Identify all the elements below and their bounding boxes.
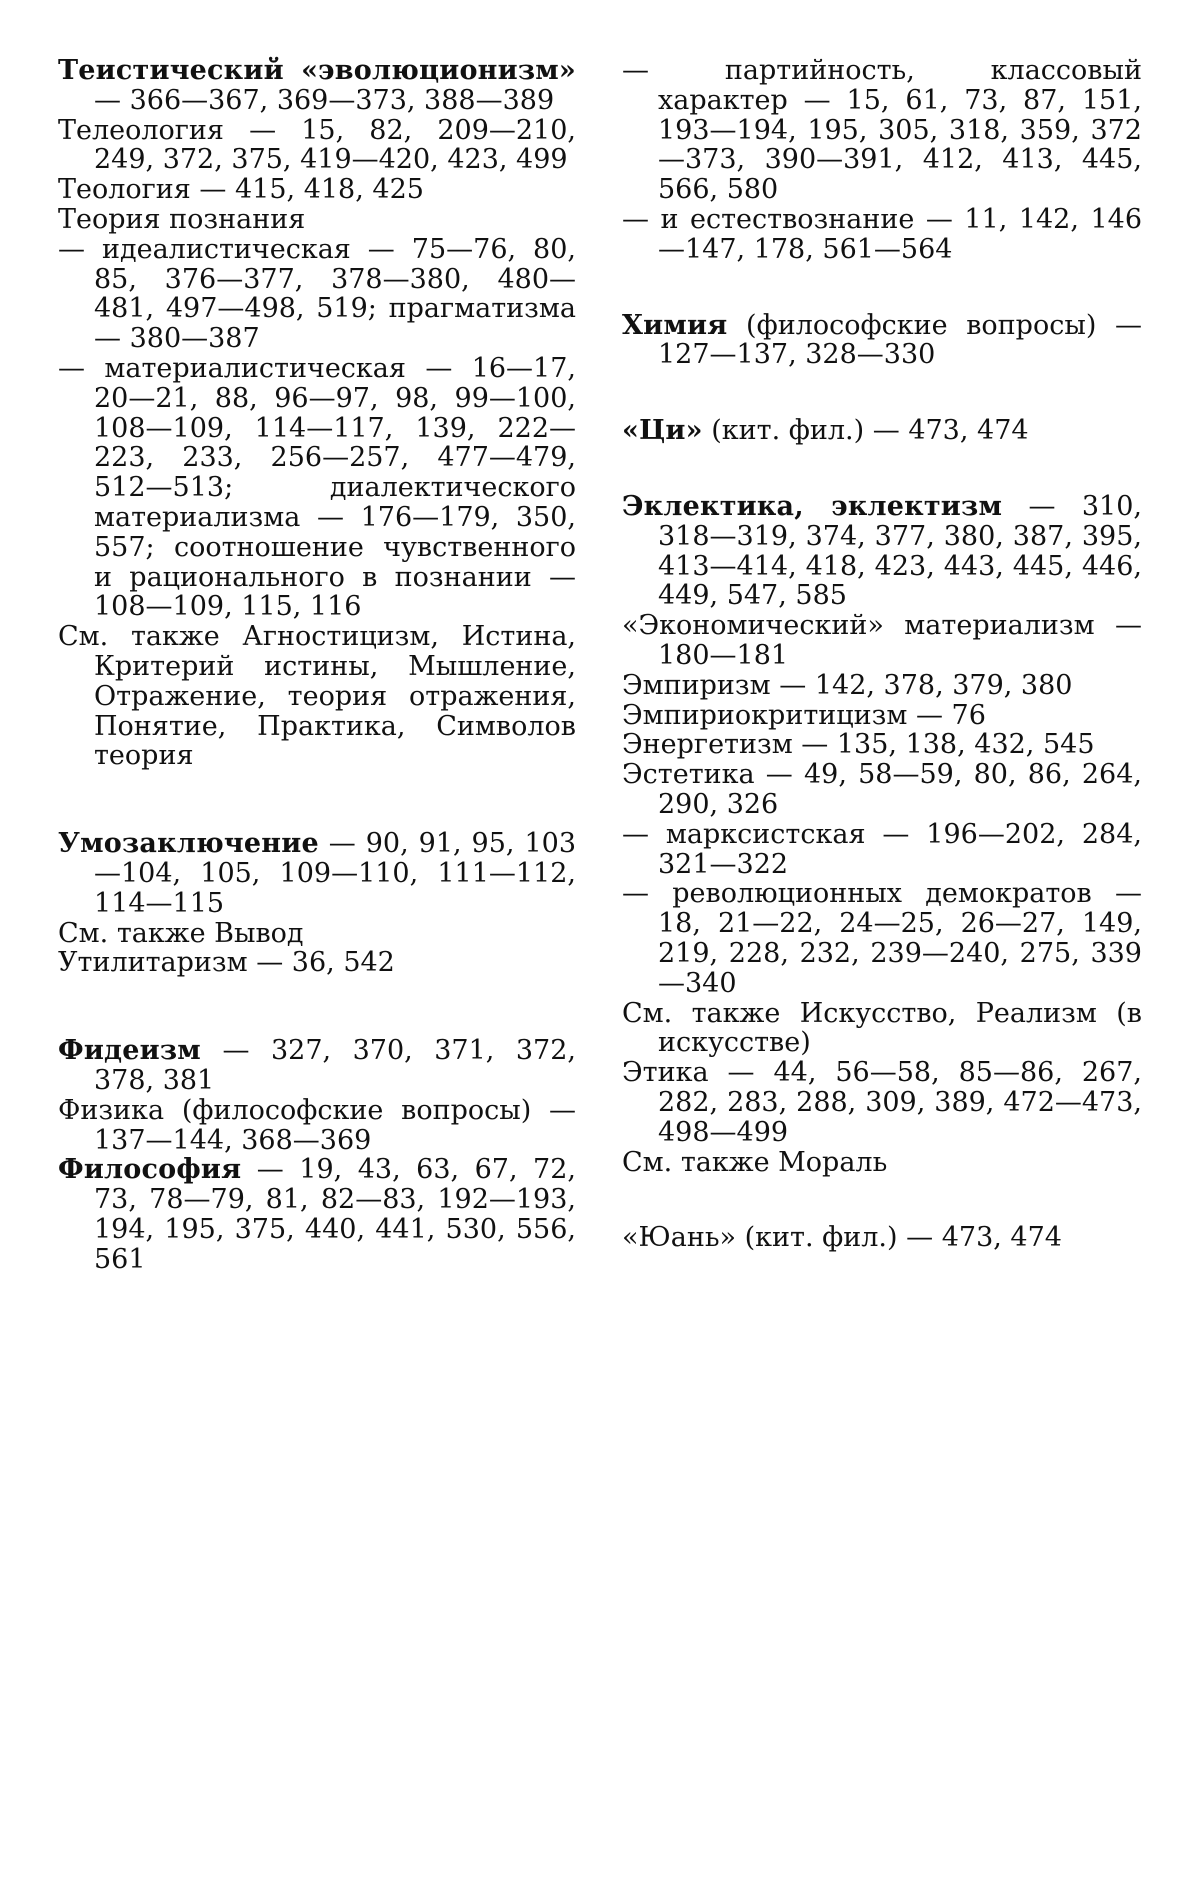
- index-entry: [58, 116, 576, 176]
- index-term: Фидеизм: [58, 1035, 201, 1067]
- index-entry: [58, 1096, 576, 1156]
- index-term: «Ци»: [622, 415, 703, 447]
- section-gap: [622, 446, 1142, 492]
- index-references: — марксистская — 196—202, 284, 321—322: [622, 818, 1142, 880]
- index-entry: [622, 999, 1142, 1059]
- index-references: (кит. фил.) — 473, 474: [736, 1222, 1062, 1254]
- index-entry: [622, 820, 1142, 880]
- index-references: См. также Искусство, Реализм (в искусстве): [622, 997, 1142, 1059]
- index-entry: [622, 205, 1142, 265]
- index-references: — 310, 318—319, 374, 377, 380, 387, 395, 413—414, 418, 423, 443, 445, 446, 449, 547, 585: [658, 490, 1142, 612]
- index-references: — 415, 418, 425: [190, 174, 424, 206]
- index-references: — идеалистическая — 75—76, 80, 85, 376—377, 378—380, 480—481, 497—498, 519; прагматизма — 380—387: [58, 233, 576, 355]
- index-references: — партийность, классовый характер — 15, 61, 73, 87, 151, 193—194, 195, 305, 318, 359, 372—373, 390—391, 412, 413, 445, 566, 580: [622, 55, 1142, 206]
- index-entry: [58, 948, 576, 978]
- index-entry: [58, 354, 576, 622]
- index-references: — 90, 91, 95, 103—104, 105, 109—110, 111—112, 114—115: [94, 828, 576, 919]
- index-entry: [622, 879, 1142, 998]
- index-column-left: [58, 56, 576, 1274]
- index-entry: [58, 56, 576, 116]
- index-entry: [58, 175, 576, 205]
- index-references: — и естествознание — 11, 142, 146—147, 178, 561—564: [622, 203, 1142, 265]
- index-references: — 135, 138, 432, 545: [792, 729, 1095, 761]
- index-term: Утилитаризм: [58, 947, 248, 979]
- index-term: Теория познания: [58, 203, 306, 235]
- index-entry: [58, 829, 576, 918]
- index-entry: [58, 1155, 576, 1274]
- index-term: Химия: [622, 309, 728, 341]
- index-column-right: [622, 56, 1142, 1253]
- index-references: — 36, 542: [247, 947, 395, 979]
- index-references: — 142, 378, 379, 380: [770, 669, 1073, 701]
- index-term: Телеология: [58, 114, 224, 146]
- index-term: «Юань»: [622, 1222, 737, 1254]
- index-entry: [622, 1148, 1142, 1178]
- index-term: Теистический «эволюционизм»: [58, 55, 576, 86]
- index-term: «Экономический» материализм: [622, 610, 1095, 642]
- index-entry: [622, 416, 1142, 446]
- index-references: — 327, 370, 371, 372, 378, 381: [94, 1035, 576, 1096]
- index-references: — 15, 82, 209—210, 249, 372, 375, 419—420, 423, 499: [94, 114, 576, 176]
- index-entry: [58, 205, 576, 235]
- index-references: — 49, 58—59, 80, 86, 264, 290, 326: [658, 759, 1142, 820]
- index-entry: [622, 611, 1142, 671]
- index-entry: [622, 492, 1142, 611]
- index-references: (философские вопросы) — 137—144, 368—369: [94, 1094, 576, 1156]
- index-entry: [622, 1058, 1142, 1147]
- index-entry: [58, 622, 576, 771]
- index-references: — 180—181: [658, 610, 1142, 671]
- index-entry: [622, 1223, 1142, 1253]
- section-gap: [622, 1177, 1142, 1223]
- index-term: Эклектика, эклектизм: [622, 490, 1003, 522]
- index-entry: [622, 56, 1142, 205]
- index-term: Эстетика: [622, 759, 755, 791]
- section-gap: [622, 265, 1142, 311]
- index-references: — материалистическая — 16—17, 20—21, 88, 96—97, 98, 99—100, 108—109, 114—117, 139, 222—223, 233, 256—257, 477—479, 512—513; диалектического материализма — 176—179, 350, 557; соотношение чувственного и рационального в познании — 108—109, 115, 116: [58, 352, 576, 623]
- index-entry: [58, 919, 576, 949]
- index-references: См. также Мораль: [622, 1146, 888, 1178]
- index-references: См. также Агностицизм, Истина, Критерий истины, Мышление, Отражение, теория отражения, Понятие, Практика, Символов теория: [58, 621, 576, 772]
- index-references: — 366—367, 369—373, 388—389: [94, 84, 555, 116]
- index-entry: [622, 671, 1142, 701]
- index-term: Философия: [58, 1154, 242, 1186]
- index-references: См. также Вывод: [58, 917, 304, 949]
- index-term: Эмпиризм: [622, 669, 771, 701]
- index-term: Физика: [58, 1094, 165, 1126]
- index-entry: [58, 1036, 576, 1096]
- index-references: — 76: [907, 699, 986, 731]
- index-entry: [622, 730, 1142, 760]
- index-entry: [58, 235, 576, 354]
- index-term: Умозаключение: [58, 828, 319, 860]
- index-term: Этика: [622, 1057, 709, 1089]
- index-entry: [622, 701, 1142, 731]
- index-references: — революционных демократов — 18, 21—22, 24—25, 26—27, 149, 219, 228, 232, 239—240, 275, 339—340: [622, 878, 1142, 999]
- index-references: — 44, 56—58, 85—86, 267, 282, 283, 288, 309, 389, 472—473, 498—499: [658, 1057, 1142, 1148]
- index-references: (философские вопросы) — 127—137, 328—330: [658, 309, 1142, 371]
- index-entry: [622, 311, 1142, 371]
- index-references: — 19, 43, 63, 67, 72, 73, 78—79, 81, 82—83, 192—193, 194, 195, 375, 440, 441, 530, 556, 561: [94, 1154, 576, 1275]
- index-term: Эмпириокритицизм: [622, 699, 908, 731]
- section-gap: [58, 978, 576, 1036]
- index-term: Теология: [58, 174, 191, 206]
- index-references: (кит. фил.) — 473, 474: [702, 415, 1029, 447]
- section-gap: [622, 370, 1142, 416]
- index-term: Энергетизм: [622, 729, 793, 761]
- section-gap: [58, 771, 576, 829]
- index-entry: [622, 760, 1142, 820]
